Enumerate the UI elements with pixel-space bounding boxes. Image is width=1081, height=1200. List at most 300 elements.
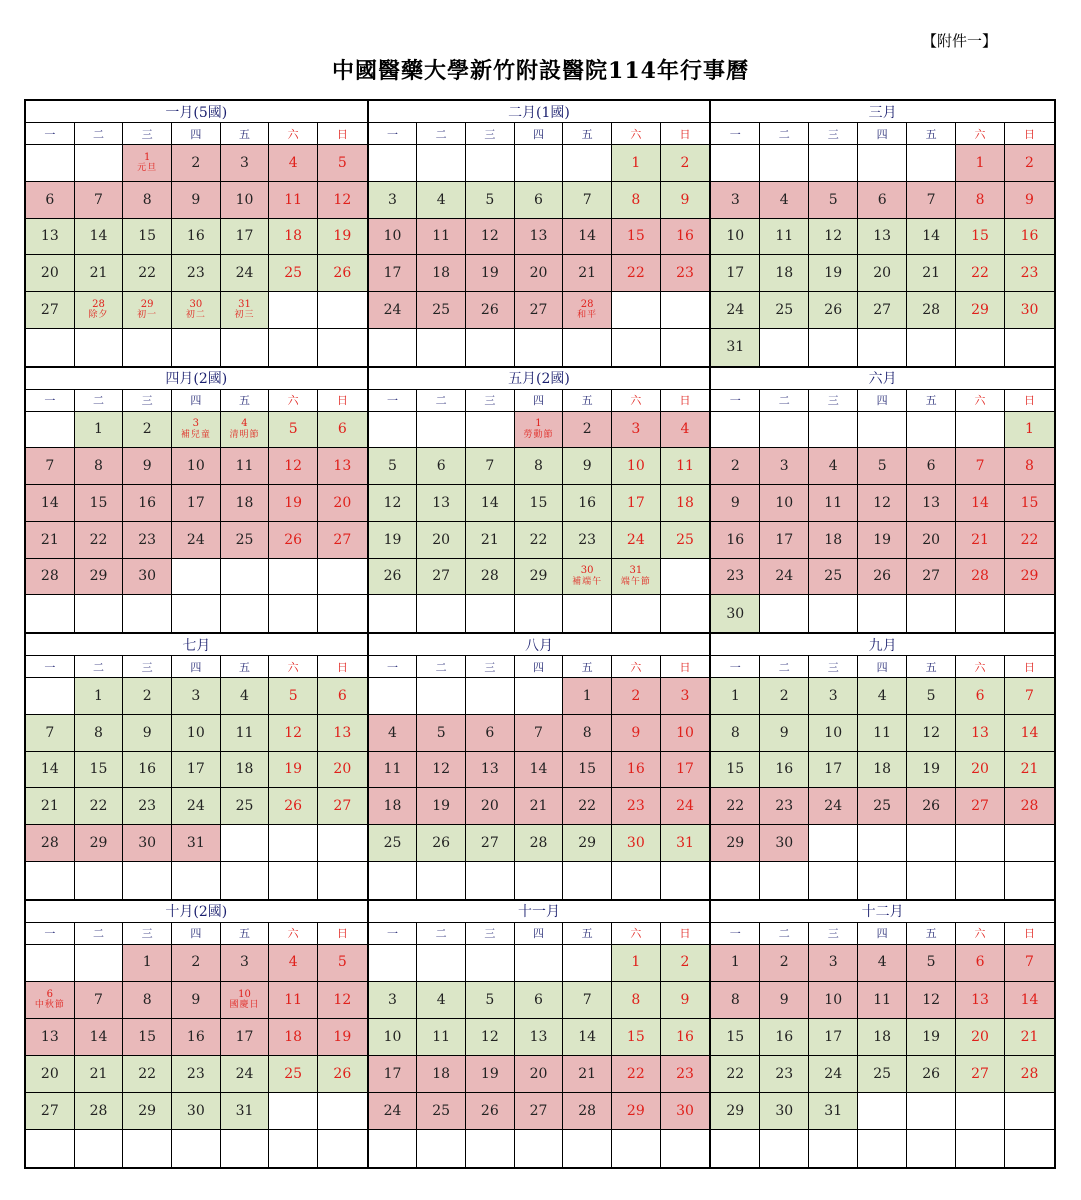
- day-cell: [661, 219, 710, 256]
- day-cell: [221, 1093, 270, 1130]
- weekday-label: 日: [661, 123, 710, 145]
- day-cell: [466, 255, 515, 292]
- day-cell: [26, 219, 75, 256]
- day-cell: [26, 1093, 75, 1130]
- day-cell: [907, 292, 956, 329]
- empty-day-cell: [75, 329, 124, 366]
- day-number: 4: [288, 954, 298, 971]
- day-cell: [809, 945, 858, 982]
- day-number: 6: [46, 988, 54, 1000]
- day-number: 3: [828, 954, 838, 971]
- day-number: 5: [337, 954, 347, 971]
- week-row: [369, 788, 710, 825]
- empty-day-cell: [369, 145, 418, 182]
- day-cell: [809, 485, 858, 522]
- day-cell: [515, 448, 564, 485]
- day-number: 16: [726, 531, 745, 548]
- day-cell: [711, 219, 760, 256]
- day-cell: [417, 522, 466, 559]
- day-number: 15: [726, 761, 745, 778]
- empty-day-cell: [269, 1093, 318, 1130]
- empty-day-cell: [221, 862, 270, 899]
- empty-day-cell: [221, 825, 270, 862]
- empty-day-cell: [563, 862, 612, 899]
- empty-day-cell: [515, 595, 564, 632]
- day-cell: [269, 412, 318, 449]
- day-cell: [417, 292, 466, 329]
- day-cell: [760, 1019, 809, 1056]
- day-number: 8: [142, 991, 152, 1008]
- day-number: 19: [873, 531, 892, 548]
- day-number: 5: [926, 954, 936, 971]
- holiday-note: 中秋節: [34, 1000, 65, 1011]
- day-number: 8: [631, 191, 641, 208]
- day-number: 16: [775, 1028, 794, 1045]
- day-cell: [711, 1056, 760, 1093]
- empty-day-cell: [809, 1130, 858, 1167]
- weekday-label: 一: [711, 390, 760, 412]
- day-cell: [711, 448, 760, 485]
- empty-day-cell: [661, 559, 710, 596]
- weekday-label: 一: [369, 123, 418, 145]
- empty-day-cell: [907, 412, 956, 449]
- week-row: [26, 145, 367, 182]
- empty-day-cell: [956, 1130, 1005, 1167]
- week-row: [369, 1093, 710, 1130]
- weekday-label: 四: [858, 390, 907, 412]
- day-cell: [26, 825, 75, 862]
- day-number: 13: [40, 1028, 59, 1045]
- day-cell: [858, 219, 907, 256]
- day-cell: [612, 1093, 661, 1130]
- day-cell: [172, 1093, 221, 1130]
- day-number: 13: [40, 228, 59, 245]
- day-cell: [563, 485, 612, 522]
- day-number: 28: [529, 834, 548, 851]
- day-cell: [563, 292, 612, 329]
- weekday-label: 六: [269, 923, 318, 945]
- weekday-label: 日: [1005, 123, 1054, 145]
- day-number: 26: [824, 301, 843, 318]
- empty-day-cell: [123, 862, 172, 899]
- empty-day-cell: [858, 145, 907, 182]
- weekday-label: 四: [858, 923, 907, 945]
- day-number: 2: [142, 421, 152, 438]
- day-cell: [711, 485, 760, 522]
- day-number: 19: [922, 1028, 941, 1045]
- day-number: 27: [480, 834, 499, 851]
- day-number: 22: [626, 265, 645, 282]
- day-number: 26: [922, 1065, 941, 1082]
- day-number: 19: [824, 265, 843, 282]
- day-number: 11: [284, 191, 303, 208]
- day-cell: [75, 678, 124, 715]
- day-cell: [809, 292, 858, 329]
- week-row: [711, 788, 1054, 825]
- day-number: 24: [676, 798, 694, 815]
- day-number: 26: [480, 1102, 499, 1119]
- day-number: 10: [775, 494, 794, 511]
- day-cell: [123, 982, 172, 1019]
- day-cell: [269, 788, 318, 825]
- day-number: 17: [186, 761, 205, 778]
- day-number: 28: [971, 568, 989, 585]
- day-number: 14: [971, 494, 989, 511]
- month-title: 一月(5國): [26, 101, 367, 123]
- day-cell: [661, 522, 710, 559]
- day-cell: [809, 255, 858, 292]
- day-cell: [907, 788, 956, 825]
- week-row: [369, 329, 710, 366]
- day-number: 18: [432, 265, 451, 282]
- weekday-label: 一: [26, 656, 75, 678]
- day-number: 5: [828, 191, 838, 208]
- day-cell: [172, 292, 221, 329]
- day-cell: [956, 752, 1005, 789]
- day-number: 29: [138, 1102, 157, 1119]
- empty-day-cell: [75, 1130, 124, 1167]
- day-number: 17: [186, 494, 205, 511]
- day-number: 7: [534, 724, 543, 741]
- day-number: 6: [534, 191, 543, 208]
- weekday-header-row: [369, 390, 710, 412]
- day-number: 21: [971, 531, 989, 548]
- day-cell: [563, 715, 612, 752]
- day-cell: [221, 715, 270, 752]
- empty-day-cell: [123, 1130, 172, 1167]
- empty-day-cell: [26, 862, 75, 899]
- day-number: 8: [631, 991, 641, 1008]
- weekday-label: 日: [661, 656, 710, 678]
- empty-day-cell: [75, 862, 124, 899]
- empty-day-cell: [661, 1130, 710, 1167]
- week-row: [369, 182, 710, 219]
- day-number: 16: [138, 494, 157, 511]
- weekday-label: 三: [466, 656, 515, 678]
- day-cell: [269, 982, 318, 1019]
- week-row: [711, 182, 1054, 219]
- day-cell: [26, 1019, 75, 1056]
- day-cell: [172, 1056, 221, 1093]
- day-number: 7: [1025, 954, 1034, 971]
- day-cell: [1005, 182, 1054, 219]
- day-number: 23: [626, 798, 645, 815]
- empty-day-cell: [711, 412, 760, 449]
- day-cell: [221, 292, 270, 329]
- weekday-label: 一: [369, 656, 418, 678]
- holiday-note: 國慶日: [229, 1000, 260, 1011]
- day-cell: [123, 715, 172, 752]
- day-cell: [123, 825, 172, 862]
- day-number: 29: [726, 1102, 745, 1119]
- day-number: 24: [383, 1102, 402, 1119]
- day-cell: [563, 182, 612, 219]
- weekday-label: 六: [269, 123, 318, 145]
- weekday-label: 二: [417, 123, 466, 145]
- day-number: 22: [971, 265, 989, 282]
- day-cell: [711, 752, 760, 789]
- holiday-note: 初三: [234, 310, 255, 321]
- day-cell: [123, 448, 172, 485]
- empty-day-cell: [1005, 595, 1054, 632]
- day-number: 9: [582, 458, 592, 475]
- weekday-label: 二: [417, 923, 466, 945]
- day-number: 5: [388, 458, 397, 475]
- weekday-label: 四: [172, 656, 221, 678]
- day-number: 31: [676, 834, 694, 851]
- day-number: 20: [529, 1065, 548, 1082]
- day-number: 15: [138, 228, 157, 245]
- day-number: 10: [676, 724, 694, 741]
- day-number: 12: [333, 991, 352, 1008]
- day-cell: [466, 182, 515, 219]
- empty-day-cell: [369, 595, 418, 632]
- day-cell: [26, 982, 75, 1019]
- day-cell: [369, 1019, 418, 1056]
- empty-day-cell: [26, 1130, 75, 1167]
- day-cell: [809, 559, 858, 596]
- day-number: 1: [142, 954, 152, 971]
- empty-day-cell: [563, 329, 612, 366]
- day-cell: [318, 522, 367, 559]
- day-number: 2: [680, 954, 690, 971]
- day-cell: [661, 448, 710, 485]
- day-number: 11: [235, 724, 254, 741]
- day-number: 3: [631, 421, 641, 438]
- day-cell: [172, 825, 221, 862]
- empty-day-cell: [26, 678, 75, 715]
- empty-day-cell: [515, 329, 564, 366]
- day-number: 31: [726, 339, 745, 356]
- day-number: 14: [1020, 991, 1039, 1008]
- day-cell: [1005, 485, 1054, 522]
- empty-day-cell: [417, 595, 466, 632]
- day-number: 22: [726, 1065, 745, 1082]
- day-number: 27: [971, 1065, 989, 1082]
- day-cell: [661, 752, 710, 789]
- day-number: 23: [186, 265, 205, 282]
- day-cell: [612, 1019, 661, 1056]
- week-row: [369, 255, 710, 292]
- day-number: 14: [578, 1028, 597, 1045]
- day-number: 20: [480, 798, 499, 815]
- month-title: 十二月: [711, 901, 1054, 923]
- day-cell: [907, 678, 956, 715]
- empty-day-cell: [1005, 825, 1054, 862]
- day-cell: [612, 982, 661, 1019]
- empty-day-cell: [318, 329, 367, 366]
- day-number: 7: [926, 191, 936, 208]
- day-cell: [318, 255, 367, 292]
- day-cell: [661, 182, 710, 219]
- day-cell: [172, 522, 221, 559]
- day-cell: [956, 559, 1005, 596]
- empty-day-cell: [515, 145, 564, 182]
- day-number: 5: [288, 687, 298, 704]
- day-number: 20: [971, 761, 989, 778]
- day-number: 25: [235, 531, 254, 548]
- day-number: 2: [680, 154, 690, 171]
- empty-day-cell: [858, 1130, 907, 1167]
- weekday-label: 日: [318, 923, 367, 945]
- day-number: 22: [138, 1065, 157, 1082]
- day-number: 27: [971, 798, 989, 815]
- empty-day-cell: [1005, 1130, 1054, 1167]
- day-number: 2: [631, 687, 641, 704]
- day-cell: [417, 559, 466, 596]
- day-cell: [172, 412, 221, 449]
- day-cell: [1005, 292, 1054, 329]
- day-cell: [123, 559, 172, 596]
- day-cell: [809, 1056, 858, 1093]
- empty-day-cell: [26, 595, 75, 632]
- day-cell: [661, 1056, 710, 1093]
- day-number: 4: [436, 991, 446, 1008]
- week-row: [26, 292, 367, 329]
- day-number: 26: [333, 1065, 352, 1082]
- day-number: 26: [284, 798, 303, 815]
- day-cell: [26, 752, 75, 789]
- day-number: 30: [138, 568, 157, 585]
- day-cell: [123, 678, 172, 715]
- day-cell: [907, 182, 956, 219]
- day-cell: [466, 1056, 515, 1093]
- empty-day-cell: [858, 412, 907, 449]
- day-number: 29: [626, 1102, 645, 1119]
- day-cell: [711, 255, 760, 292]
- day-cell: [417, 982, 466, 1019]
- day-number: 13: [873, 228, 892, 245]
- day-number: 29: [971, 301, 989, 318]
- day-cell: [369, 559, 418, 596]
- day-number: 20: [432, 531, 451, 548]
- day-number: 11: [676, 458, 694, 475]
- empty-day-cell: [269, 1130, 318, 1167]
- day-number: 8: [142, 191, 152, 208]
- day-cell: [318, 219, 367, 256]
- week-row: [26, 559, 367, 596]
- day-number: 22: [626, 1065, 645, 1082]
- empty-day-cell: [515, 678, 564, 715]
- empty-day-cell: [956, 1093, 1005, 1130]
- empty-day-cell: [75, 145, 124, 182]
- day-cell: [369, 522, 418, 559]
- day-cell: [515, 982, 564, 1019]
- month-title: 二月(1國): [369, 101, 710, 123]
- day-number: 24: [235, 1065, 254, 1082]
- empty-day-cell: [760, 145, 809, 182]
- day-number: 22: [89, 798, 108, 815]
- day-number: 21: [578, 265, 597, 282]
- day-number: 4: [436, 191, 446, 208]
- day-cell: [221, 219, 270, 256]
- weekday-label: 五: [563, 656, 612, 678]
- day-cell: [1005, 982, 1054, 1019]
- day-cell: [75, 559, 124, 596]
- day-number: 9: [680, 991, 690, 1008]
- day-cell: [858, 1019, 907, 1056]
- empty-day-cell: [369, 412, 418, 449]
- day-number: 6: [975, 954, 985, 971]
- day-number: 3: [828, 687, 838, 704]
- day-number: 4: [779, 191, 789, 208]
- empty-day-cell: [75, 595, 124, 632]
- holiday-note: 勞動節: [523, 429, 554, 440]
- day-cell: [612, 448, 661, 485]
- day-cell: [956, 945, 1005, 982]
- day-number: 10: [235, 191, 254, 208]
- day-cell: [75, 255, 124, 292]
- day-cell: [269, 1056, 318, 1093]
- empty-day-cell: [466, 595, 515, 632]
- empty-day-cell: [563, 145, 612, 182]
- day-number: 16: [186, 1028, 205, 1045]
- day-number: 19: [333, 1028, 352, 1045]
- day-cell: [75, 825, 124, 862]
- day-cell: [123, 1019, 172, 1056]
- day-cell: [956, 292, 1005, 329]
- day-number: 21: [1020, 761, 1039, 778]
- day-cell: [269, 219, 318, 256]
- day-number: 17: [626, 494, 645, 511]
- day-number: 13: [529, 1028, 548, 1045]
- week-row: [369, 485, 710, 522]
- week-row: [26, 448, 367, 485]
- day-number: 8: [1025, 458, 1034, 475]
- day-cell: [318, 982, 367, 1019]
- day-cell: [661, 255, 710, 292]
- day-number: 21: [529, 798, 548, 815]
- weekday-label: 五: [563, 123, 612, 145]
- calendar-grid: [24, 99, 1056, 1169]
- day-cell: [417, 1056, 466, 1093]
- day-number: 10: [186, 458, 205, 475]
- day-number: 15: [971, 228, 989, 245]
- day-cell: [318, 1056, 367, 1093]
- day-number: 22: [578, 798, 597, 815]
- attachment-label: 【附件一】: [921, 32, 997, 50]
- day-number: 18: [284, 1028, 303, 1045]
- empty-day-cell: [369, 678, 418, 715]
- day-cell: [760, 448, 809, 485]
- empty-day-cell: [809, 412, 858, 449]
- day-cell: [75, 982, 124, 1019]
- day-cell: [417, 219, 466, 256]
- day-number: 2: [582, 421, 592, 438]
- week-row: [26, 752, 367, 789]
- day-cell: [809, 752, 858, 789]
- day-number: 16: [186, 228, 205, 245]
- day-cell: [907, 1056, 956, 1093]
- day-number: 1: [730, 954, 740, 971]
- day-cell: [858, 292, 907, 329]
- empty-day-cell: [1005, 862, 1054, 899]
- day-cell: [515, 485, 564, 522]
- day-number: 16: [578, 494, 597, 511]
- day-number: 10: [726, 228, 745, 245]
- empty-day-cell: [172, 595, 221, 632]
- empty-day-cell: [956, 595, 1005, 632]
- day-number: 6: [337, 421, 347, 438]
- day-cell: [858, 982, 907, 1019]
- day-cell: [760, 292, 809, 329]
- day-cell: [466, 559, 515, 596]
- day-cell: [612, 145, 661, 182]
- weekday-label: 日: [1005, 656, 1054, 678]
- day-number: 7: [582, 991, 592, 1008]
- week-row: [369, 945, 710, 982]
- day-number: 7: [582, 191, 592, 208]
